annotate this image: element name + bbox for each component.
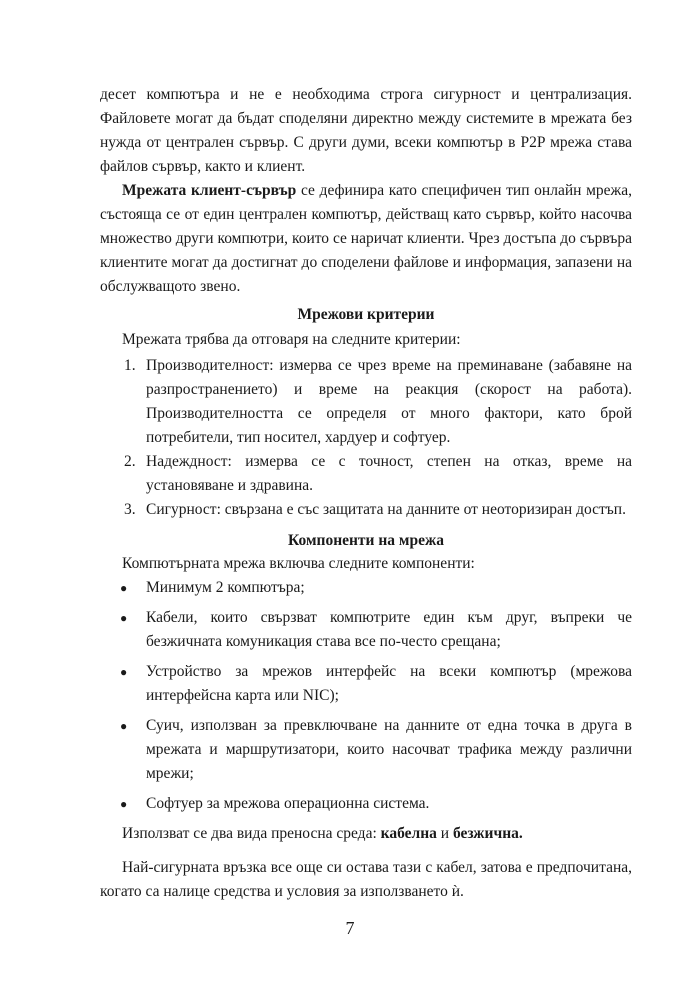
bullet-icon: ●: [120, 719, 128, 733]
bullet-icon: ●: [120, 611, 128, 625]
criteria-item-reliability: [100, 450, 632, 498]
criteria-heading: Мрежови критерии: [297, 306, 435, 323]
media-prefix: Използват се два вида преносна среда:: [122, 825, 381, 842]
client-server-definition: се дефинира като специфичен тип онлайн мрежа, състояща се от един централен компютър, действащ като сървър, който насочва множество други компютри, които се наричат клиенти. Чрез достъпа до сървъра клиентите могат да достигнат до споделени файлове и информация, запазени на обслужващото звено.: [100, 182, 632, 295]
components-heading: Компоненти на мрежа: [288, 532, 444, 549]
criteria-item-text: Сигурност: свързана е със защитата на данните от неоторизиран достъп.: [146, 501, 626, 518]
secure-connection-paragraph: Най-сигурната връзка все още си остава тази с кабел, затова е предпочитана, когато са налице средства и условия за използването ѝ.: [100, 859, 632, 900]
criteria-item-number: 3.: [124, 501, 136, 518]
media-conjunction: и: [436, 825, 453, 842]
bullet-icon: ●: [120, 581, 128, 595]
component-item-software: [100, 792, 632, 816]
criteria-intro: Мрежата трябва да отговаря на следните критерии:: [122, 331, 461, 348]
component-item-text: Суич, използван за превключване на данните от една точка в друга в мрежата и маршрутизатори, които насочват трафика между различни мрежи;: [146, 717, 632, 782]
component-item-nic: [100, 660, 632, 708]
criteria-item-performance: [100, 354, 632, 450]
component-item-text: Софтуер за мрежова операционна система.: [146, 795, 430, 812]
component-item-text: Кабели, които свързват компютрите един към друг, въпреки че безжичната комуникация става все по-често срещана;: [146, 609, 632, 650]
criteria-item-security: [100, 498, 632, 522]
page-number: 7: [345, 918, 355, 938]
media-suffix: .: [518, 825, 523, 842]
client-server-term: Мрежата клиент-сървър: [122, 182, 297, 199]
component-item-computers: [100, 576, 632, 600]
bullet-icon: ●: [120, 665, 128, 679]
component-item-switch: [100, 714, 632, 786]
client-server-paragraph: [100, 179, 632, 299]
criteria-item-text: Надеждност: измерва се с точност, степен на отказ, време на установяване и здравина.: [146, 453, 632, 494]
component-item-text: Минимум 2 компютъра;: [146, 579, 305, 596]
bullet-icon: ●: [120, 797, 128, 811]
criteria-item-number: 2.: [124, 453, 136, 470]
components-intro: Компютърната мрежа включва следните компоненти:: [122, 555, 475, 572]
page-body: [100, 83, 632, 904]
media-wireless: безжична: [452, 825, 519, 842]
criteria-item-text: Производителност: измерва се чрез време на преминаване (забавяне на разпространението) и време на реакция (скорост на работа). Производителността се определя от много фактори, като брой потребители, тип носител, хардуер и софтуер.: [146, 357, 632, 446]
component-item-cables: [100, 606, 632, 654]
media-wired: кабелна: [380, 825, 437, 842]
transmission-media-sentence: [122, 822, 632, 846]
component-item-text: Устройство за мрежов интерфейс на всеки компютър (мрежова интерфейсна карта или NIC);: [146, 663, 632, 704]
components-list: [100, 576, 632, 816]
criteria-item-number: 1.: [124, 357, 136, 374]
p2p-paragraph-continuation: десет компютъра и не е необходима строга сигурност и централизация. Файловете могат да бъдат споделяни директно между системите в мрежата без нужда от централен сървър. С други думи, всеки компютър в P2P мрежа става файлов сървър, както и клиент.: [100, 86, 632, 175]
criteria-list: [100, 354, 632, 522]
